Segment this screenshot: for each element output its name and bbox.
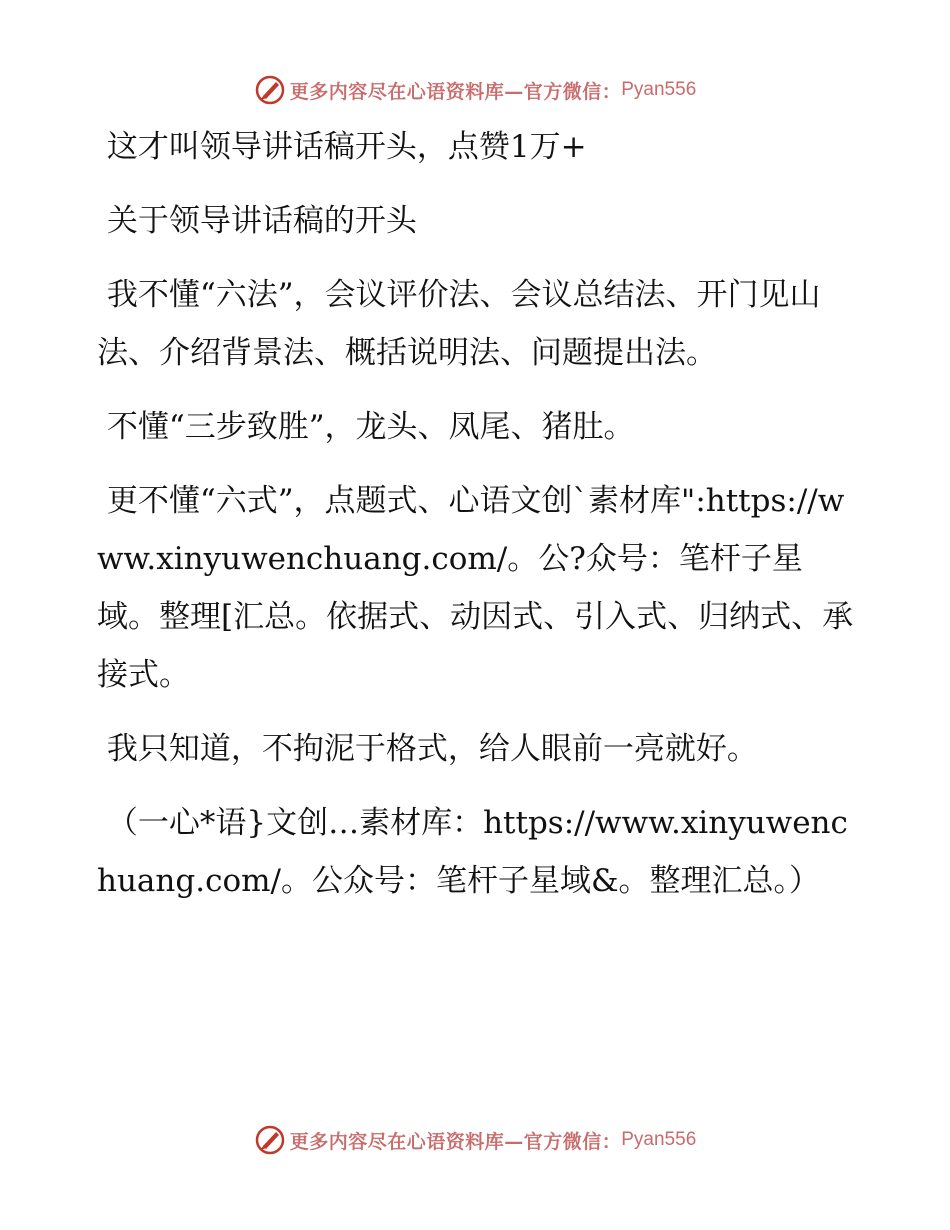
banner-text: 更多内容尽在心语资料库—官方微信： xyxy=(289,1130,622,1153)
header-banner xyxy=(0,70,950,110)
paragraph-three-steps: 不懂“三步致胜”，龙头、凤尾、猪肚。 xyxy=(97,409,635,445)
banner-wechat-id: Pyan556 xyxy=(621,79,697,100)
brand-logo-icon xyxy=(254,74,286,106)
banner-text: 更多内容尽在心语资料库—官方微信： xyxy=(289,80,622,103)
banner-wechat-id: Pyan556 xyxy=(621,1129,697,1150)
document-body xyxy=(97,118,857,910)
paragraph-six-styles: 更不懂“六式”，点题式、心语文创`素材库":https://www.xinyuwenchuang.com/。公?众号：笔杆子星域。整理[汇总。依据式、动因式、引入式、归纳式、承接式。 xyxy=(97,483,854,693)
paragraph-conclusion: 我只知道，不拘泥于格式，给人眼前一亮就好。 xyxy=(97,731,758,767)
document-subtitle: 关于领导讲话稿的开头 xyxy=(97,203,417,239)
paragraph-six-methods: 我不懂“六法”，会议评价法、会议总结法、开门见山法、介绍背景法、概括说明法、问题提出法。 xyxy=(97,277,821,371)
brand-logo-icon xyxy=(254,1124,286,1156)
document-title: 这才叫领导讲话稿开头，点赞1万+ xyxy=(97,129,587,165)
footer-banner xyxy=(0,1120,950,1160)
paragraph-source-note: （一心*语}文创…素材库：https://www.xinyuwenchuang.com/。公众号：笔杆子星域&。整理汇总。） xyxy=(97,805,848,899)
